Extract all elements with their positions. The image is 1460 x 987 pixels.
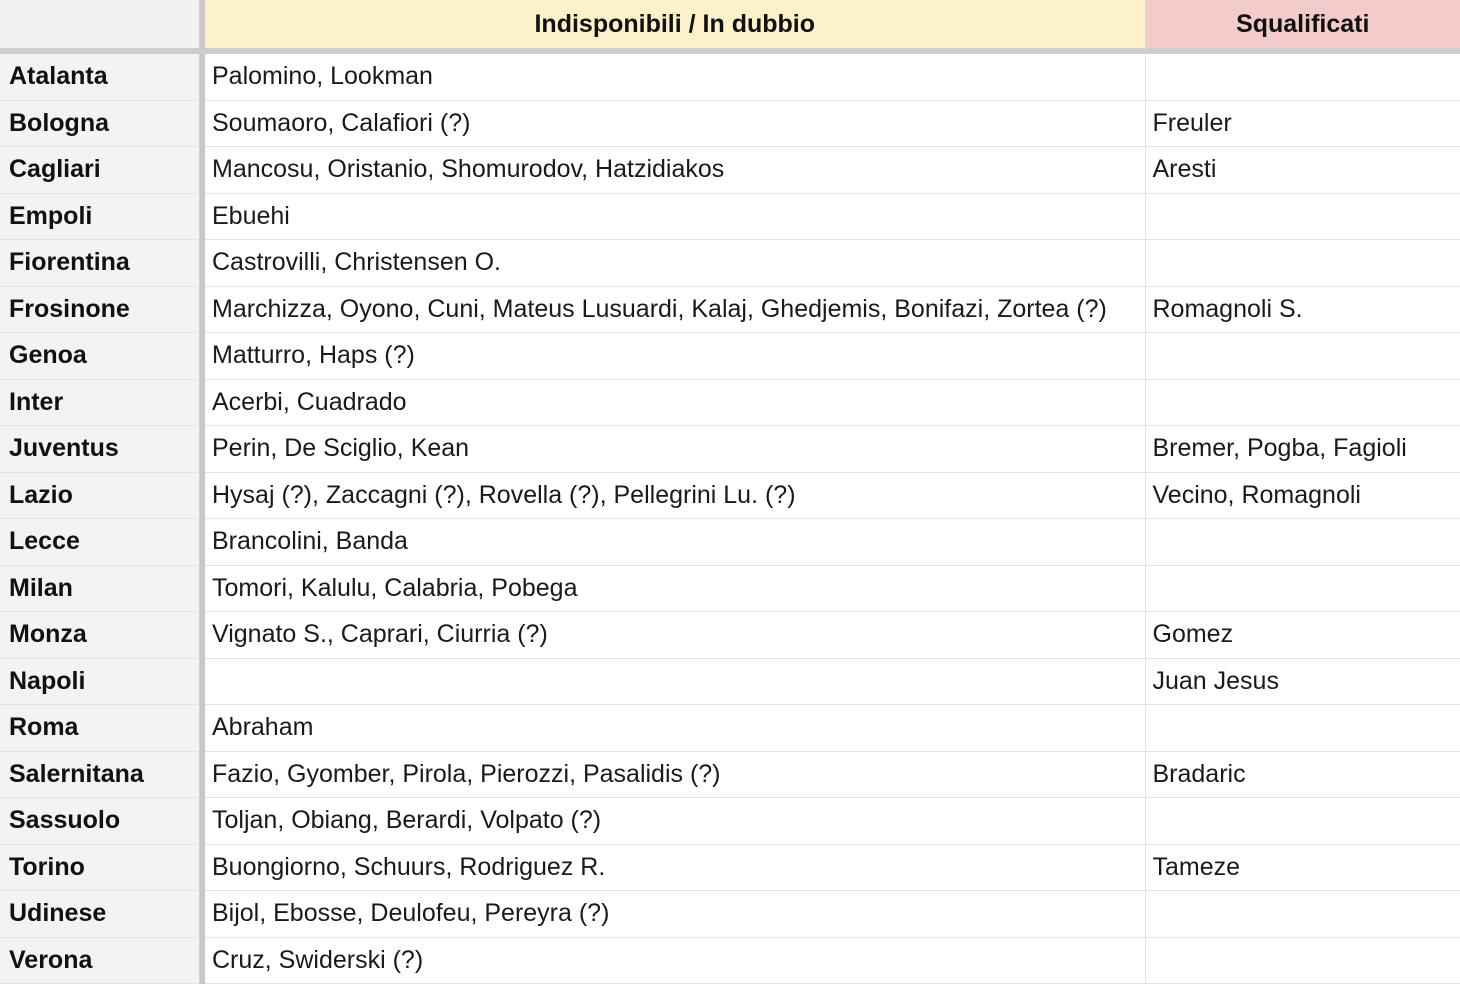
- unavailable-players-cell[interactable]: Matturro, Haps (?): [205, 333, 1145, 380]
- unavailable-players-cell[interactable]: Hysaj (?), Zaccagni (?), Rovella (?), Pellegrini Lu. (?): [205, 472, 1145, 519]
- team-name-cell[interactable]: Sassuolo: [0, 798, 199, 845]
- team-name-cell[interactable]: Napoli: [0, 658, 199, 705]
- suspended-players-cell[interactable]: Juan Jesus: [1145, 658, 1460, 705]
- suspended-players-cell[interactable]: [1145, 54, 1460, 100]
- suspended-players-cell[interactable]: [1145, 519, 1460, 566]
- team-name-cell[interactable]: Roma: [0, 705, 199, 752]
- suspended-players-cell[interactable]: [1145, 333, 1460, 380]
- suspended-players-cell[interactable]: Bradaric: [1145, 751, 1460, 798]
- table-row: [0, 426, 1460, 473]
- table-row: [0, 240, 1460, 287]
- suspended-players-cell[interactable]: [1145, 193, 1460, 240]
- unavailable-players-cell[interactable]: Buongiorno, Schuurs, Rodriguez R.: [205, 844, 1145, 891]
- unavailable-players-cell[interactable]: Toljan, Obiang, Berardi, Volpato (?): [205, 798, 1145, 845]
- suspended-players-cell[interactable]: [1145, 891, 1460, 938]
- suspended-players-cell[interactable]: Vecino, Romagnoli: [1145, 472, 1460, 519]
- team-name-cell[interactable]: Frosinone: [0, 286, 199, 333]
- unavailable-players-cell[interactable]: Mancosu, Oristanio, Shomurodov, Hatzidiakos: [205, 147, 1145, 194]
- suspended-players-cell[interactable]: Bremer, Pogba, Fagioli: [1145, 426, 1460, 473]
- table-row: [0, 705, 1460, 752]
- unavailable-players-cell[interactable]: Perin, De Sciglio, Kean: [205, 426, 1145, 473]
- header-corner-cell: [0, 0, 199, 48]
- team-name-cell[interactable]: Empoli: [0, 193, 199, 240]
- team-name-cell[interactable]: Monza: [0, 612, 199, 659]
- unavailable-players-cell[interactable]: Acerbi, Cuadrado: [205, 379, 1145, 426]
- table-row: [0, 519, 1460, 566]
- team-name-cell[interactable]: Genoa: [0, 333, 199, 380]
- team-name-cell[interactable]: Udinese: [0, 891, 199, 938]
- team-name-cell[interactable]: Bologna: [0, 100, 199, 147]
- suspended-players-cell[interactable]: Freuler: [1145, 100, 1460, 147]
- table-body: [0, 48, 1460, 984]
- team-name-cell[interactable]: Milan: [0, 565, 199, 612]
- unavailable-players-cell[interactable]: Bijol, Ebosse, Deulofeu, Pereyra (?): [205, 891, 1145, 938]
- table-row: [0, 565, 1460, 612]
- team-name-cell[interactable]: Fiorentina: [0, 240, 199, 287]
- unavailable-players-cell[interactable]: Cruz, Swiderski (?): [205, 937, 1145, 984]
- suspended-players-cell[interactable]: Aresti: [1145, 147, 1460, 194]
- table-row: [0, 937, 1460, 984]
- suspended-players-cell[interactable]: [1145, 798, 1460, 845]
- suspended-players-cell[interactable]: [1145, 937, 1460, 984]
- table-row: [0, 658, 1460, 705]
- table-header: [0, 0, 1460, 48]
- team-name-cell[interactable]: Juventus: [0, 426, 199, 473]
- table-row: [0, 751, 1460, 798]
- suspended-players-cell[interactable]: [1145, 379, 1460, 426]
- unavailable-players-cell[interactable]: Ebuehi: [205, 193, 1145, 240]
- table-row: [0, 798, 1460, 845]
- header-row: [0, 0, 1460, 48]
- suspended-players-cell[interactable]: Romagnoli S.: [1145, 286, 1460, 333]
- header-unavailable: Indisponibili / In dubbio: [205, 0, 1145, 48]
- team-name-cell[interactable]: Cagliari: [0, 147, 199, 194]
- unavailable-players-cell[interactable]: Abraham: [205, 705, 1145, 752]
- table-row: [0, 147, 1460, 194]
- unavailable-players-cell[interactable]: Tomori, Kalulu, Calabria, Pobega: [205, 565, 1145, 612]
- table-row: [0, 333, 1460, 380]
- table-row: [0, 193, 1460, 240]
- team-name-cell[interactable]: Lazio: [0, 472, 199, 519]
- table-row: [0, 54, 1460, 100]
- unavailable-players-cell[interactable]: Brancolini, Banda: [205, 519, 1145, 566]
- unavailable-players-cell[interactable]: Vignato S., Caprari, Ciurria (?): [205, 612, 1145, 659]
- table-row: [0, 100, 1460, 147]
- unavailable-players-cell[interactable]: Castrovilli, Christensen O.: [205, 240, 1145, 287]
- team-name-cell[interactable]: Torino: [0, 844, 199, 891]
- header-suspended: Squalificati: [1145, 0, 1460, 48]
- suspended-players-cell[interactable]: [1145, 240, 1460, 287]
- suspended-players-cell[interactable]: Tameze: [1145, 844, 1460, 891]
- team-name-cell[interactable]: Salernitana: [0, 751, 199, 798]
- table-row: [0, 286, 1460, 333]
- table-row: [0, 472, 1460, 519]
- unavailable-players-cell[interactable]: Fazio, Gyomber, Pirola, Pierozzi, Pasalidis (?): [205, 751, 1145, 798]
- unavailable-players-cell[interactable]: Soumaoro, Calafiori (?): [205, 100, 1145, 147]
- unavailable-players-cell[interactable]: Marchizza, Oyono, Cuni, Mateus Lusuardi, Kalaj, Ghedjemis, Bonifazi, Zortea (?): [205, 286, 1145, 333]
- table-row: [0, 379, 1460, 426]
- unavailable-players-cell[interactable]: [205, 658, 1145, 705]
- team-name-cell[interactable]: Inter: [0, 379, 199, 426]
- suspended-players-cell[interactable]: [1145, 565, 1460, 612]
- team-name-cell[interactable]: Lecce: [0, 519, 199, 566]
- table-row: [0, 891, 1460, 938]
- unavailable-players-cell[interactable]: Palomino, Lookman: [205, 54, 1145, 100]
- team-name-cell[interactable]: Verona: [0, 937, 199, 984]
- table-row: [0, 844, 1460, 891]
- table-row: [0, 612, 1460, 659]
- suspended-players-cell[interactable]: Gomez: [1145, 612, 1460, 659]
- team-name-cell[interactable]: Atalanta: [0, 54, 199, 100]
- suspended-players-cell[interactable]: [1145, 705, 1460, 752]
